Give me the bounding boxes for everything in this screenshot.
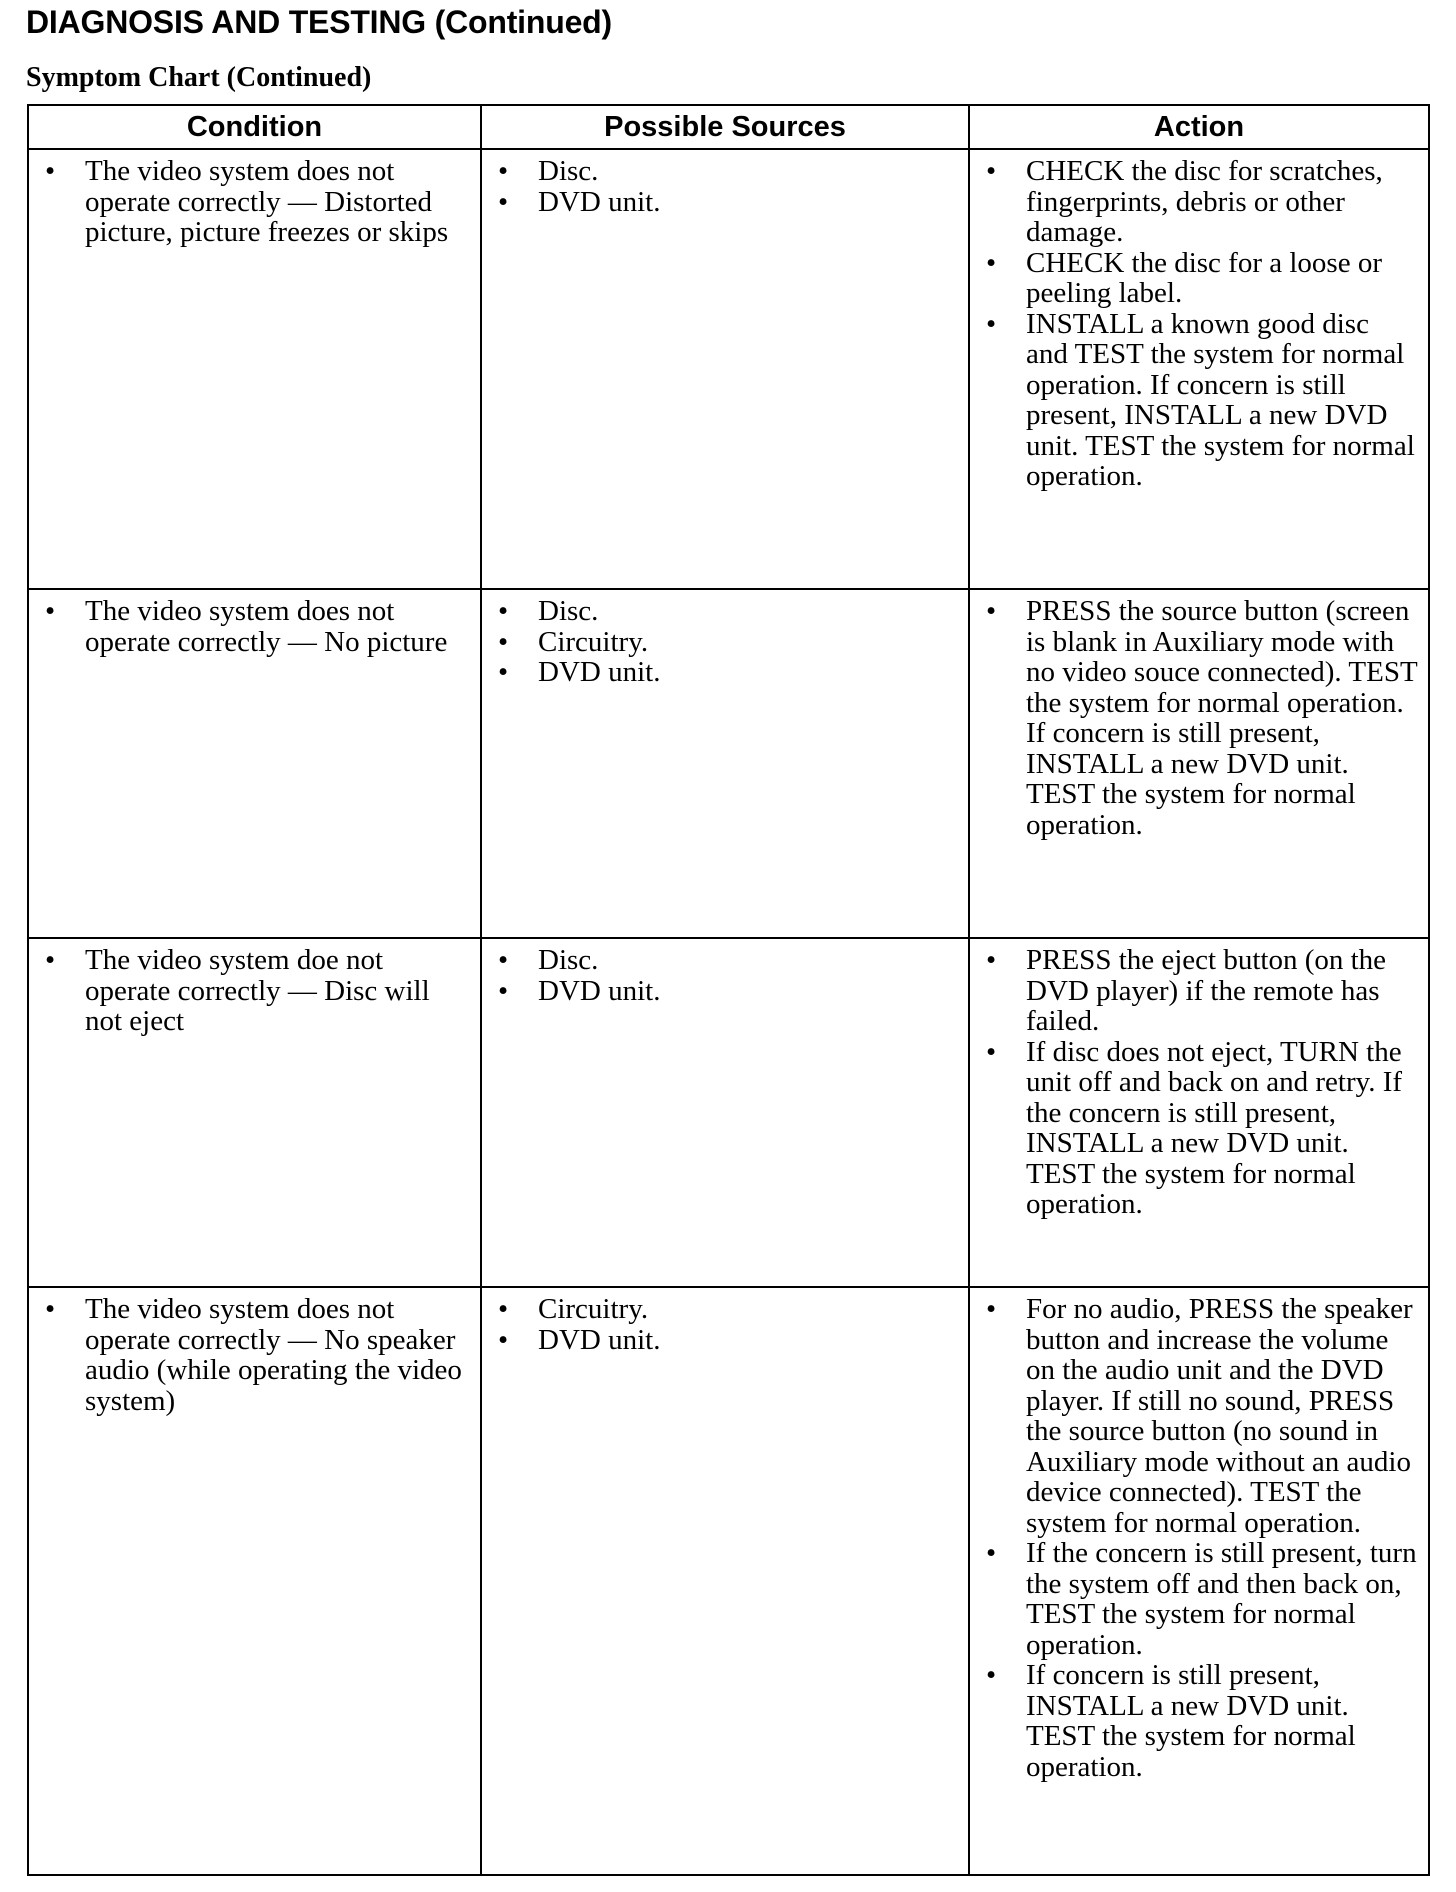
condition-item: • The video system does not operate correctly — No picture xyxy=(43,596,470,657)
source-item: • DVD unit. xyxy=(496,657,958,688)
action-item: • CHECK the disc for a loose or peeling label. xyxy=(984,248,1418,309)
source-item: • Disc. xyxy=(496,945,958,976)
action-item: • For no audio, PRESS the speaker button and increase the volume on the audio unit and the DVD player. If still no sound, PRESS the source button (no sound in Auxiliary mode without an audio device connected). TEST the system for normal operation. xyxy=(984,1294,1418,1538)
source-item: • Circuitry. xyxy=(496,1294,958,1325)
source-item: • DVD unit. xyxy=(496,976,958,1007)
symptom-chart-table xyxy=(27,104,1430,1876)
header-action: Action xyxy=(969,105,1429,149)
source-item: • Circuitry. xyxy=(496,627,958,658)
source-item: • DVD unit. xyxy=(496,1325,958,1356)
sources-cell xyxy=(481,589,969,938)
action-cell xyxy=(969,938,1429,1287)
source-item: • Disc. xyxy=(496,156,958,187)
sources-cell xyxy=(481,938,969,1287)
action-item: • PRESS the eject button (on the DVD player) if the remote has failed. xyxy=(984,945,1418,1037)
table-row xyxy=(28,589,1429,938)
table-row xyxy=(28,938,1429,1287)
action-cell xyxy=(969,1287,1429,1875)
condition-cell xyxy=(28,938,481,1287)
condition-cell xyxy=(28,589,481,938)
condition-item: • The video system does not operate correctly — Distorted picture, picture freezes or skips xyxy=(43,156,470,248)
action-cell xyxy=(969,149,1429,589)
table-header-row xyxy=(28,105,1429,149)
header-possible-sources: Possible Sources xyxy=(481,105,969,149)
action-item: • INSTALL a known good disc and TEST the system for normal operation. If concern is still present, INSTALL a new DVD unit. TEST the system for normal operation. xyxy=(984,309,1418,492)
sources-cell xyxy=(481,1287,969,1875)
action-item: • PRESS the source button (screen is blank in Auxiliary mode with no video souce connected). TEST the system for normal operation. If concern is still present, INSTALL a new DVD unit. TEST the system for normal operation. xyxy=(984,596,1418,840)
action-item: • If concern is still present, INSTALL a new DVD unit. TEST the system for normal operation. xyxy=(984,1660,1418,1782)
action-cell xyxy=(969,589,1429,938)
chart-subtitle: Symptom Chart (Continued) xyxy=(26,62,372,93)
table-row xyxy=(28,1287,1429,1875)
sources-cell xyxy=(481,149,969,589)
condition-cell xyxy=(28,1287,481,1875)
condition-cell xyxy=(28,149,481,589)
table-row xyxy=(28,149,1429,589)
header-condition: Condition xyxy=(28,105,481,149)
source-item: • DVD unit. xyxy=(496,187,958,218)
action-item: • If the concern is still present, turn the system off and then back on, TEST the system for normal operation. xyxy=(984,1538,1418,1660)
page-title: DIAGNOSIS AND TESTING (Continued) xyxy=(26,4,612,40)
action-item: • If disc does not eject, TURN the unit off and back on and retry. If the concern is still present, INSTALL a new DVD unit. TEST the system for normal operation. xyxy=(984,1037,1418,1220)
source-item: • Disc. xyxy=(496,596,958,627)
action-item: • CHECK the disc for scratches, fingerprints, debris or other damage. xyxy=(984,156,1418,248)
condition-item: • The video system doe not operate correctly — Disc will not eject xyxy=(43,945,470,1037)
condition-item: • The video system does not operate correctly — No speaker audio (while operating the video system) xyxy=(43,1294,470,1416)
